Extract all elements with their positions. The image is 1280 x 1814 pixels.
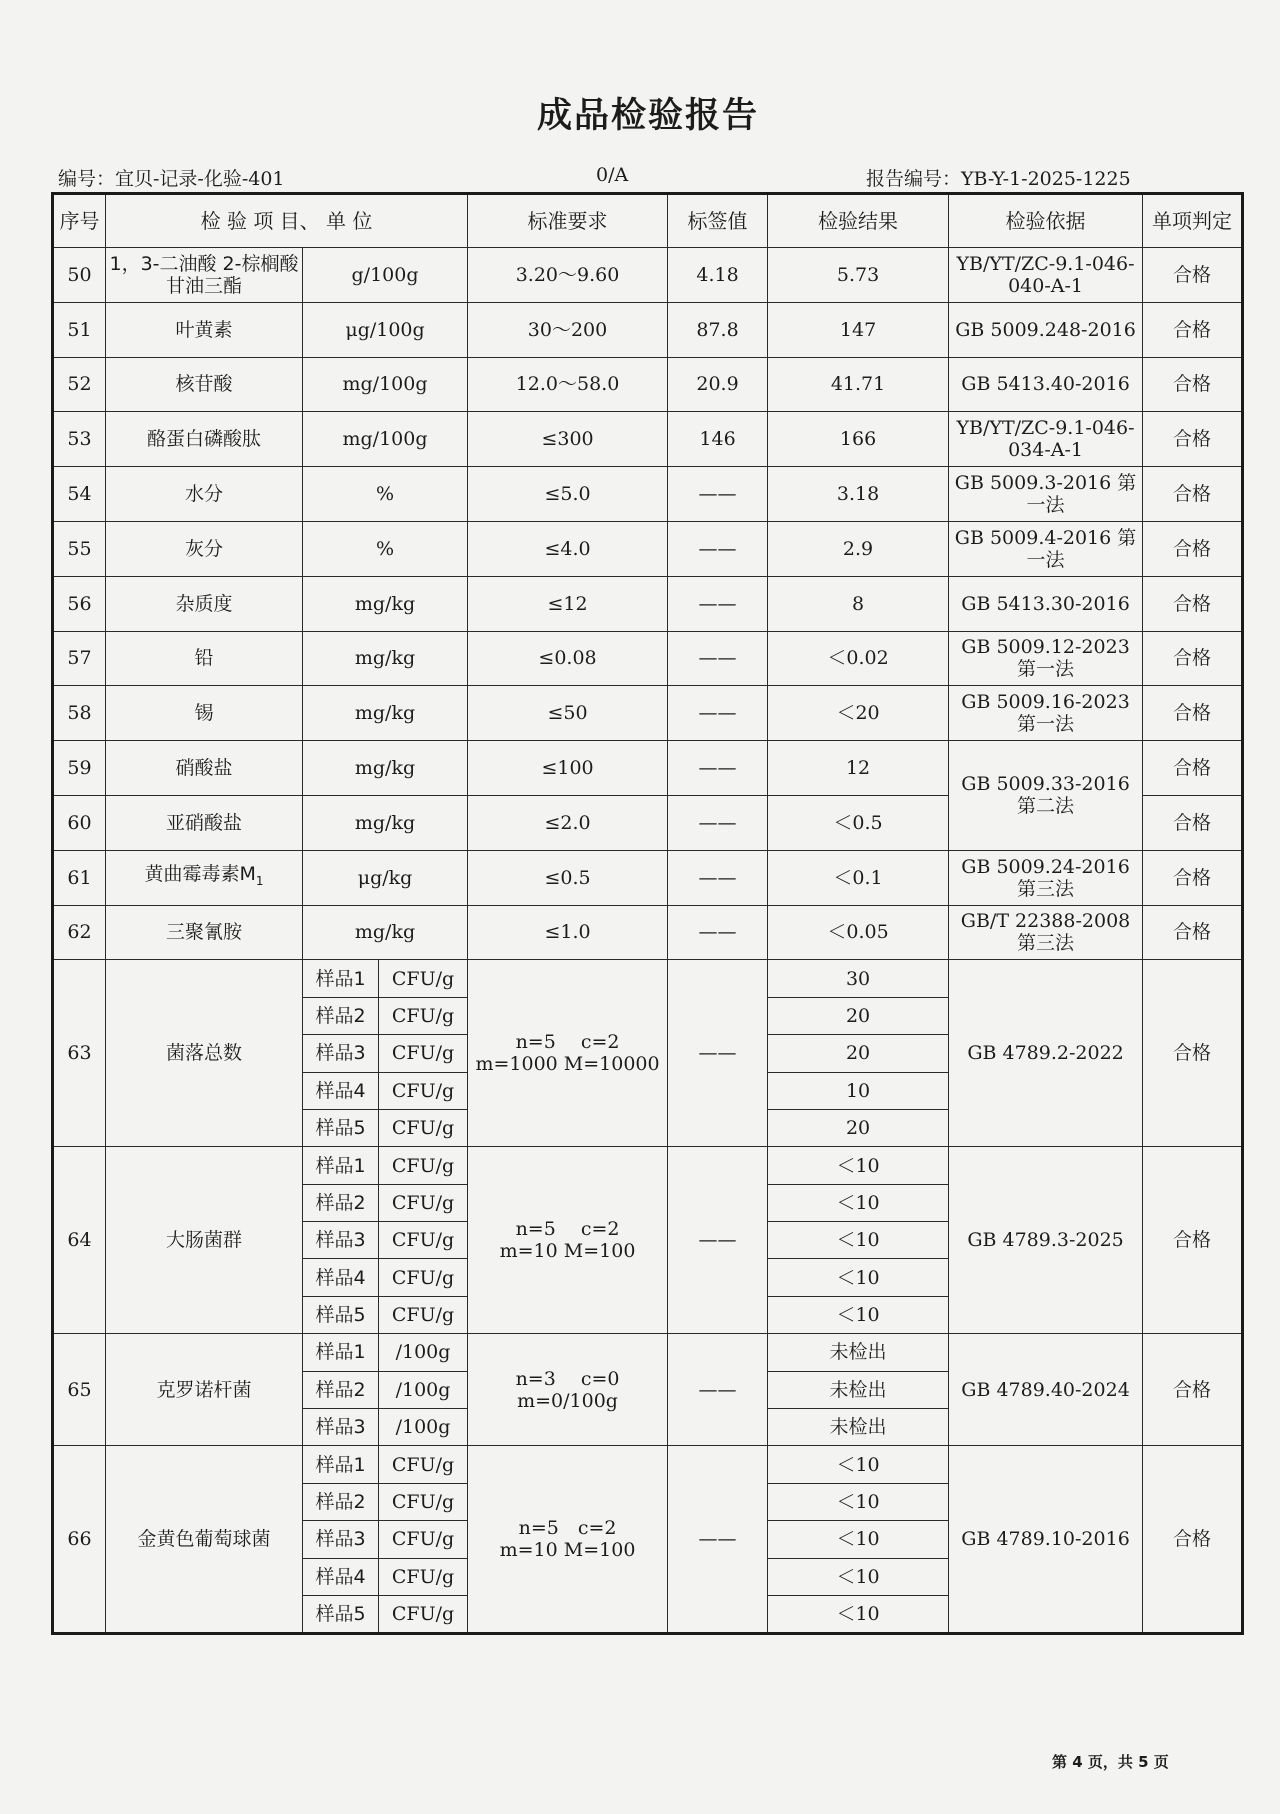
cell-result: 20: [768, 997, 949, 1034]
cell-unit: %: [303, 467, 468, 522]
cell-judgment: 合格: [1143, 1446, 1243, 1634]
cell-sample: 样品2: [303, 1371, 379, 1408]
cell-item: 亚硝酸盐: [106, 795, 303, 850]
standard-line: m=1000 M=10000: [475, 1053, 660, 1076]
cell-item: [106, 850, 303, 905]
cell-result: 未检出: [768, 1334, 949, 1371]
cell-basis: GB 5009.3-2016 第一法: [949, 467, 1143, 522]
cell-seq: 54: [53, 467, 106, 522]
cell-result: ＜10: [768, 1184, 949, 1221]
cell-judgment: 合格: [1143, 741, 1243, 796]
cell-judgment: 合格: [1143, 302, 1243, 357]
cell-item: 叶黄素: [106, 302, 303, 357]
cell-unit: mg/kg: [303, 631, 468, 686]
cell-seq: 51: [53, 302, 106, 357]
cell-sample: 样品2: [303, 997, 379, 1034]
cell-basis: GB/T 22388-2008 第三法: [949, 905, 1143, 960]
cell-judgment: 合格: [1143, 1334, 1243, 1446]
cell-item: 三聚氰胺: [106, 905, 303, 960]
cell-unit: mg/kg: [303, 741, 468, 796]
standard-line: m=10 M=100: [499, 1539, 636, 1562]
cell-basis: YB/YT/ZC-9.1-046-040-A-1: [949, 248, 1143, 303]
cell-basis: GB 5413.40-2016: [949, 357, 1143, 412]
cell-sample-unit: CFU/g: [379, 1222, 468, 1259]
cell-result: 8: [768, 576, 949, 631]
table-row: [53, 357, 1243, 412]
cell-item: 菌落总数: [106, 960, 303, 1147]
standard-line: m=0/100g: [517, 1389, 618, 1412]
cell-unit: mg/100g: [303, 357, 468, 412]
cell-sample-unit: CFU/g: [379, 960, 468, 997]
cell-unit: %: [303, 521, 468, 576]
cell-standard: ≤2.0: [468, 795, 668, 850]
cell-judgment: 合格: [1143, 1147, 1243, 1334]
col-judgment: 单项判定: [1143, 194, 1243, 248]
cell-result: 未检出: [768, 1371, 949, 1408]
cell-seq: 65: [53, 1334, 106, 1446]
table-row: [53, 1334, 1243, 1371]
cell-label: ——: [668, 850, 768, 905]
record-number: 编号：宜贝-记录-化验-401: [58, 168, 285, 190]
standard-line: n=5 c=2: [518, 1517, 617, 1540]
cell-standard: ≤0.08: [468, 631, 668, 686]
cell-result: 未检出: [768, 1409, 949, 1446]
cell-seq: 58: [53, 686, 106, 741]
cell-sample-unit: CFU/g: [379, 1072, 468, 1109]
cell-item: 金黄色葡萄球菌: [106, 1446, 303, 1634]
cell-seq: 55: [53, 521, 106, 576]
cell-seq: 60: [53, 795, 106, 850]
cell-item: 克罗诺杆菌: [106, 1334, 303, 1446]
cell-seq: 61: [53, 850, 106, 905]
col-item-unit: 检 验 项 目、 单 位: [106, 194, 468, 248]
cell-result: ＜10: [768, 1596, 949, 1634]
cell-result: ＜20: [768, 686, 949, 741]
cell-seq: 62: [53, 905, 106, 960]
cell-standard: ≤1.0: [468, 905, 668, 960]
cell-sample: 样品3: [303, 1222, 379, 1259]
col-label: 标签值: [668, 194, 768, 248]
cell-basis: YB/YT/ZC-9.1-046-034-A-1: [949, 412, 1143, 467]
cell-result: 12: [768, 741, 949, 796]
cell-sample-unit: CFU/g: [379, 1147, 468, 1184]
table-row: [53, 248, 1243, 303]
cell-basis: GB 4789.10-2016: [949, 1446, 1143, 1634]
cell-unit: mg/kg: [303, 905, 468, 960]
standard-line: n=3 c=0: [515, 1367, 620, 1390]
cell-basis: GB 4789.3-2025: [949, 1147, 1143, 1334]
table-row: [53, 521, 1243, 576]
cell-result: 20: [768, 1109, 949, 1146]
cell-sample: 样品4: [303, 1072, 379, 1109]
table-row: [53, 467, 1243, 522]
cell-unit: g/100g: [303, 248, 468, 303]
cell-result: 2.9: [768, 521, 949, 576]
cell-standard: 30～200: [468, 302, 668, 357]
cell-judgment: 合格: [1143, 576, 1243, 631]
table-row: [53, 1446, 1243, 1483]
cell-seq: 66: [53, 1446, 106, 1634]
cell-result: ＜10: [768, 1296, 949, 1333]
cell-result: 20: [768, 1035, 949, 1072]
cell-label: ——: [668, 1446, 768, 1634]
page-number: 第 4 页，共 5 页: [1052, 1753, 1169, 1771]
cell-unit: mg/kg: [303, 795, 468, 850]
cell-sample-unit: CFU/g: [379, 1446, 468, 1483]
table-row: [53, 960, 1243, 997]
table-row: [53, 631, 1243, 686]
col-seq: 序号: [53, 194, 106, 248]
cell-seq: 50: [53, 248, 106, 303]
cell-judgment: 合格: [1143, 795, 1243, 850]
table-row: [53, 576, 1243, 631]
cell-sample: 样品1: [303, 1147, 379, 1184]
cell-item: 水分: [106, 467, 303, 522]
cell-seq: 56: [53, 576, 106, 631]
cell-result: ＜10: [768, 1446, 949, 1483]
table-row: [53, 412, 1243, 467]
cell-seq: 59: [53, 741, 106, 796]
cell-sample: 样品4: [303, 1259, 379, 1296]
standard-line: n=5 c=2: [515, 1218, 620, 1241]
cell-basis: GB 5009.16-2023 第一法: [949, 686, 1143, 741]
cell-sample-unit: CFU/g: [379, 1109, 468, 1146]
cell-label: 20.9: [668, 357, 768, 412]
cell-item: 锡: [106, 686, 303, 741]
cell-standard: 3.20～9.60: [468, 248, 668, 303]
cell-basis: GB 5009.24-2016 第三法: [949, 850, 1143, 905]
cell-result: ＜10: [768, 1483, 949, 1520]
cell-label: ——: [668, 521, 768, 576]
item-name-subscript: 1: [255, 874, 264, 889]
cell-sample: 样品2: [303, 1483, 379, 1520]
cell-label: 146: [668, 412, 768, 467]
inspection-table: [51, 192, 1244, 1635]
item-name-suffix: M: [239, 863, 256, 886]
cell-label: 87.8: [668, 302, 768, 357]
cell-item: 杂质度: [106, 576, 303, 631]
cell-judgment: 合格: [1143, 248, 1243, 303]
cell-label: ——: [668, 795, 768, 850]
header-row: [53, 194, 1243, 248]
table-row: [53, 850, 1243, 905]
cell-result: 30: [768, 960, 949, 997]
cell-label: ——: [668, 741, 768, 796]
standard-line: m=10 M=100: [499, 1240, 636, 1263]
cell-result: ＜10: [768, 1222, 949, 1259]
cell-sample: 样品2: [303, 1184, 379, 1221]
table-row: [53, 686, 1243, 741]
cell-sample: 样品1: [303, 1334, 379, 1371]
table-row: [53, 302, 1243, 357]
cell-sample-unit: /100g: [379, 1334, 468, 1371]
cell-judgment: 合格: [1143, 631, 1243, 686]
cell-standard: ≤0.5: [468, 850, 668, 905]
cell-label: ——: [668, 686, 768, 741]
cell-result: ＜0.05: [768, 905, 949, 960]
cell-sample-unit: CFU/g: [379, 1596, 468, 1634]
cell-label: ——: [668, 1334, 768, 1446]
cell-standard: [468, 960, 668, 1147]
cell-seq: 64: [53, 1147, 106, 1334]
cell-unit: μg/100g: [303, 302, 468, 357]
cell-result: 10: [768, 1072, 949, 1109]
cell-judgment: 合格: [1143, 686, 1243, 741]
cell-label: ——: [668, 576, 768, 631]
cell-seq: 53: [53, 412, 106, 467]
cell-sample-unit: CFU/g: [379, 1035, 468, 1072]
cell-label: ——: [668, 1147, 768, 1334]
cell-sample-unit: /100g: [379, 1371, 468, 1408]
cell-basis: GB 4789.40-2024: [949, 1334, 1143, 1446]
cell-standard: ≤4.0: [468, 521, 668, 576]
cell-sample: 样品5: [303, 1596, 379, 1634]
cell-label: ——: [668, 631, 768, 686]
cell-sample-unit: CFU/g: [379, 1558, 468, 1595]
cell-sample-unit: CFU/g: [379, 1483, 468, 1520]
cell-result: 166: [768, 412, 949, 467]
cell-label: ——: [668, 905, 768, 960]
cell-unit: mg/kg: [303, 576, 468, 631]
cell-result: ＜10: [768, 1147, 949, 1184]
report-number: 报告编号：YB-Y-1-2025-1225: [866, 168, 1131, 190]
cell-result: ＜10: [768, 1558, 949, 1595]
cell-standard: [468, 1334, 668, 1446]
cell-sample: 样品5: [303, 1109, 379, 1146]
table-row: [53, 905, 1243, 960]
cell-judgment: 合格: [1143, 850, 1243, 905]
cell-result: 41.71: [768, 357, 949, 412]
cell-result: ＜10: [768, 1521, 949, 1558]
cell-item: 1，3-二油酸 2-棕榈酸甘油三酯: [106, 248, 303, 303]
cell-sample: 样品1: [303, 1446, 379, 1483]
cell-unit: mg/100g: [303, 412, 468, 467]
cell-standard: [468, 1147, 668, 1334]
cell-judgment: 合格: [1143, 467, 1243, 522]
cell-item: 硝酸盐: [106, 741, 303, 796]
cell-label: 4.18: [668, 248, 768, 303]
cell-seq: 63: [53, 960, 106, 1147]
cell-standard: 12.0～58.0: [468, 357, 668, 412]
cell-standard: ≤300: [468, 412, 668, 467]
cell-basis: GB 5009.4-2016 第一法: [949, 521, 1143, 576]
cell-sample-unit: CFU/g: [379, 1296, 468, 1333]
cell-result: ＜10: [768, 1259, 949, 1296]
cell-seq: 52: [53, 357, 106, 412]
cell-basis: GB 4789.2-2022: [949, 960, 1143, 1147]
cell-basis: GB 5413.30-2016: [949, 576, 1143, 631]
cell-sample-unit: /100g: [379, 1409, 468, 1446]
cell-item: 酪蛋白磷酸肽: [106, 412, 303, 467]
table-row: [53, 741, 1243, 796]
cell-unit: μg/kg: [303, 850, 468, 905]
cell-judgment: 合格: [1143, 905, 1243, 960]
cell-sample: 样品1: [303, 960, 379, 997]
cell-standard: ≤50: [468, 686, 668, 741]
cell-item: 核苷酸: [106, 357, 303, 412]
cell-sample: 样品4: [303, 1558, 379, 1595]
cell-result: 3.18: [768, 467, 949, 522]
cell-standard: ≤100: [468, 741, 668, 796]
cell-sample: 样品3: [303, 1035, 379, 1072]
item-name: 黄曲霉毒素: [144, 863, 240, 886]
cell-standard: ≤5.0: [468, 467, 668, 522]
cell-result: ＜0.1: [768, 850, 949, 905]
cell-judgment: 合格: [1143, 357, 1243, 412]
cell-sample-unit: CFU/g: [379, 1521, 468, 1558]
col-basis: 检验依据: [949, 194, 1143, 248]
table-row: [53, 1147, 1243, 1184]
cell-sample: 样品5: [303, 1296, 379, 1333]
cell-sample-unit: CFU/g: [379, 997, 468, 1034]
cell-result: ＜0.5: [768, 795, 949, 850]
cell-label: ——: [668, 960, 768, 1147]
cell-sample: 样品3: [303, 1409, 379, 1446]
cell-result: 147: [768, 302, 949, 357]
standard-line: n=5 c=2: [515, 1031, 620, 1054]
col-standard: 标准要求: [468, 194, 668, 248]
cell-standard: ≤12: [468, 576, 668, 631]
cell-standard: [468, 1446, 668, 1634]
cell-item: 灰分: [106, 521, 303, 576]
cell-item: 大肠菌群: [106, 1147, 303, 1334]
cell-unit: mg/kg: [303, 686, 468, 741]
cell-basis: GB 5009.33-2016 第二法: [949, 741, 1143, 851]
cell-sample-unit: CFU/g: [379, 1259, 468, 1296]
cell-basis: GB 5009.248-2016: [949, 302, 1143, 357]
cell-sample-unit: CFU/g: [379, 1184, 468, 1221]
col-result: 检验结果: [768, 194, 949, 248]
cell-judgment: 合格: [1143, 521, 1243, 576]
cell-seq: 57: [53, 631, 106, 686]
cell-judgment: 合格: [1143, 960, 1243, 1147]
cell-label: ——: [668, 467, 768, 522]
cell-result: ＜0.02: [768, 631, 949, 686]
cell-sample: 样品3: [303, 1521, 379, 1558]
cell-result: 5.73: [768, 248, 949, 303]
version-number: 0/A: [596, 164, 629, 186]
cell-judgment: 合格: [1143, 412, 1243, 467]
report-title: 成品检验报告: [536, 96, 759, 136]
cell-item: 铅: [106, 631, 303, 686]
cell-basis: GB 5009.12-2023 第一法: [949, 631, 1143, 686]
